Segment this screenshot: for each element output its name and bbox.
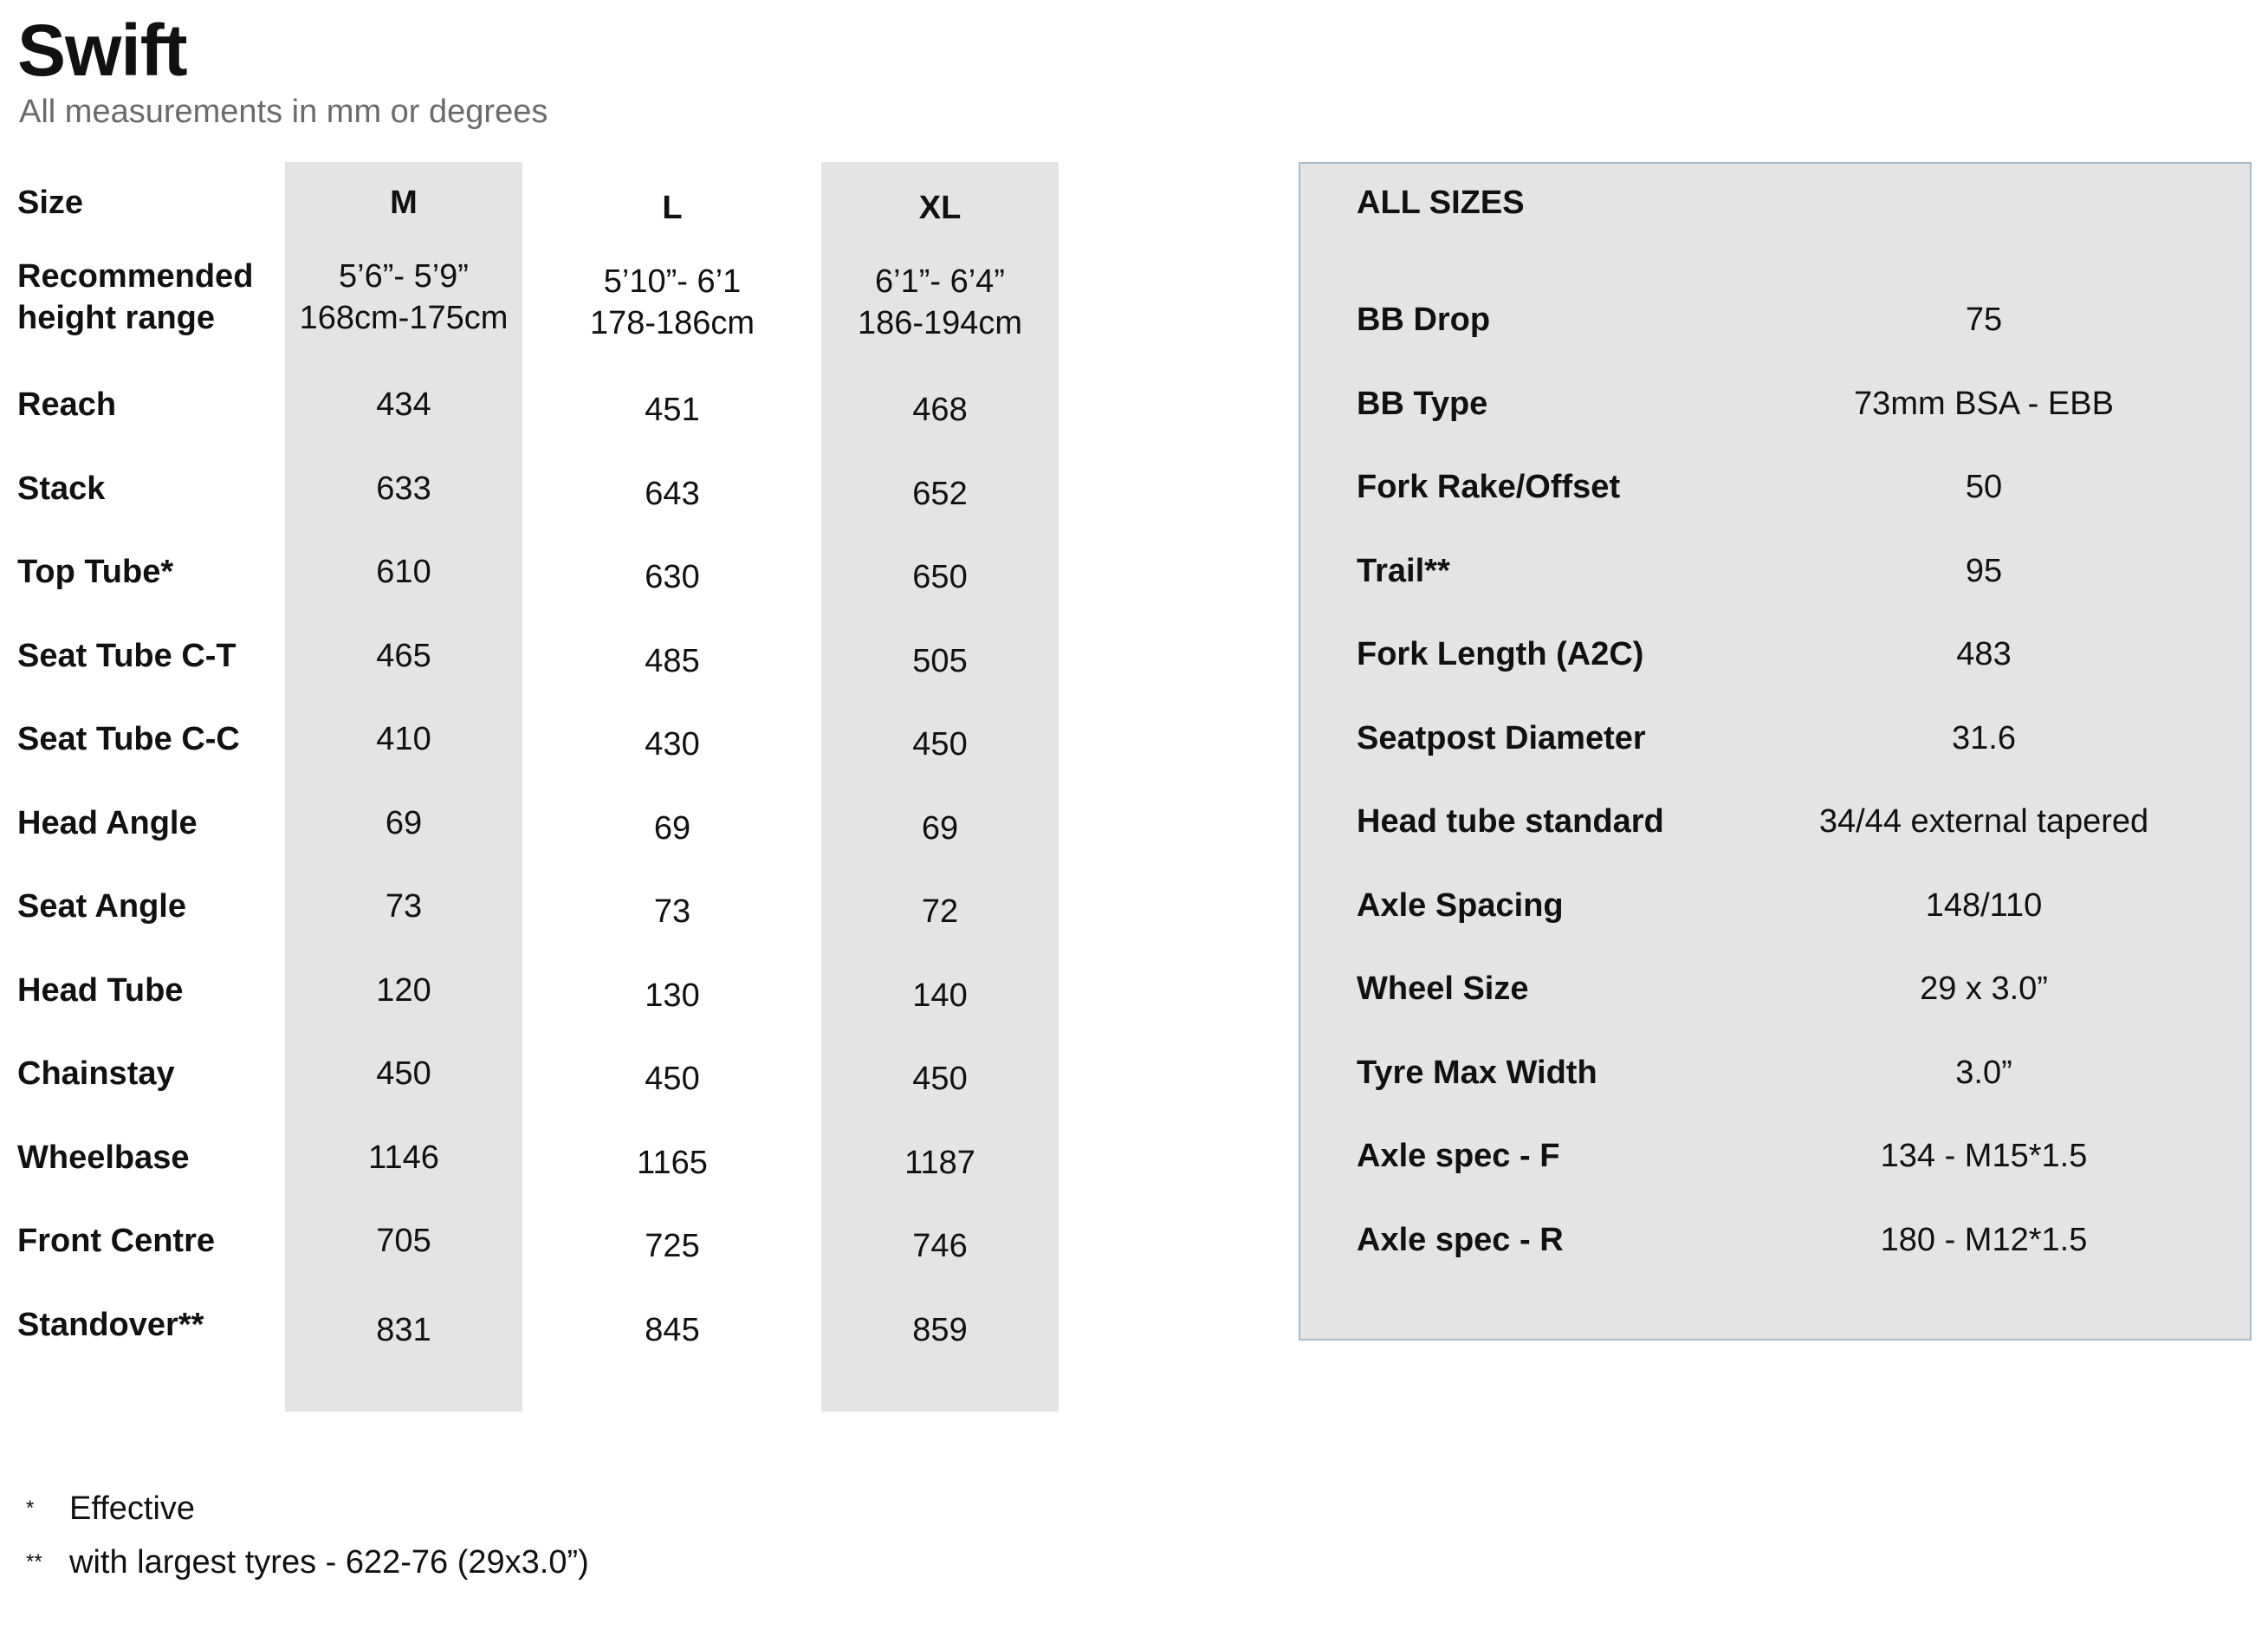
geometry-label-front-centre: Front Centre: [17, 1223, 215, 1259]
footnote-effective: Effective: [69, 1490, 196, 1527]
all-sizes-label-axle-spec-f: Axle spec - F: [1357, 1138, 1560, 1174]
geometry-value-stack-m: 633: [376, 471, 431, 507]
all-sizes-value-fork-rake: 50: [1965, 469, 2003, 505]
geometry-label-head-angle: Head Angle: [17, 805, 198, 841]
geometry-value-front-centre-m: 705: [376, 1223, 431, 1259]
all-sizes-label-trail: Trail**: [1357, 553, 1450, 589]
all-sizes-value-trail: 95: [1965, 553, 2003, 589]
geometry-value-seat-tube-ct-l: 485: [645, 643, 700, 679]
all-sizes-value-seatpost-diameter: 31.6: [1952, 720, 2016, 756]
geometry-value-wheelbase-xl: 1187: [904, 1145, 975, 1181]
all-sizes-value-tyre-max-width: 3.0”: [1955, 1055, 2012, 1091]
geometry-label-wheelbase: Wheelbase: [17, 1139, 190, 1176]
geometry-value-standover-xl: 859: [912, 1312, 968, 1348]
height-range-label-line1: Recommended: [17, 258, 254, 295]
geometry-value-seat-tube-cc-m: 410: [376, 721, 431, 757]
geometry-value-reach-m: 434: [376, 386, 431, 423]
geometry-value-seat-angle-m: 73: [385, 888, 423, 925]
height-range-xl: [821, 261, 1059, 344]
geometry-value-top-tube-m: 610: [376, 554, 431, 590]
geometry-value-standover-m: 831: [376, 1312, 431, 1348]
size-header-m: M: [390, 185, 418, 221]
geometry-value-stack-xl: 652: [912, 476, 968, 512]
geometry-value-seat-angle-xl: 72: [921, 893, 959, 930]
geometry-label-seat-tube-cc: Seat Tube C-C: [17, 721, 240, 757]
height-range-label-line2: height range: [17, 300, 216, 336]
geometry-label-top-tube: Top Tube*: [17, 554, 174, 590]
all-sizes-value-wheel-size: 29 x 3.0”: [1920, 971, 2048, 1007]
geometry-label-standover: Standover**: [17, 1307, 204, 1343]
geometry-value-head-tube-l: 130: [645, 977, 700, 1014]
geometry-value-stack-l: 643: [645, 476, 700, 512]
geometry-value-seat-tube-cc-xl: 450: [912, 726, 968, 763]
height-range-m-imperial: 5’6”- 5’9”: [339, 258, 469, 295]
height-range-l: [554, 261, 791, 344]
height-range-xl-metric: 186-194cm: [857, 305, 1023, 341]
geometry-value-head-angle-xl: 69: [921, 810, 959, 847]
geometry-value-wheelbase-m: 1146: [368, 1139, 439, 1176]
geometry-value-head-tube-m: 120: [376, 972, 431, 1009]
geometry-value-reach-l: 451: [645, 392, 700, 428]
size-row-label: Size: [17, 185, 84, 221]
geometry-label-seat-tube-ct: Seat Tube C-T: [17, 638, 237, 674]
geometry-label-head-tube: Head Tube: [17, 972, 184, 1009]
geometry-value-seat-angle-l: 73: [653, 893, 691, 930]
height-range-l-imperial: 5’10”- 6’1: [603, 263, 742, 300]
height-range-l-metric: 178-186cm: [589, 305, 755, 341]
geometry-value-wheelbase-l: 1165: [637, 1145, 708, 1181]
all-sizes-label-bb-type: BB Type: [1357, 386, 1488, 422]
all-sizes-value-axle-spec-r: 180 - M12*1.5: [1880, 1222, 2088, 1258]
height-range-label: [17, 256, 277, 339]
height-range-m-metric: 168cm-175cm: [299, 300, 509, 336]
all-sizes-value-axle-spacing: 148/110: [1925, 887, 2043, 924]
geometry-label-stack: Stack: [17, 471, 106, 507]
geometry-value-top-tube-l: 630: [645, 559, 700, 595]
size-header-xl: XL: [918, 190, 962, 226]
geometry-label-reach: Reach: [17, 386, 117, 423]
geometry-value-front-centre-l: 725: [645, 1228, 700, 1264]
geometry-value-chainstay-xl: 450: [912, 1061, 968, 1097]
all-sizes-label-axle-spacing: Axle Spacing: [1357, 887, 1564, 924]
size-xl-column-shading: [821, 162, 1059, 1412]
all-sizes-label-head-tube-standard: Head tube standard: [1357, 803, 1664, 840]
geometry-value-reach-xl: 468: [912, 392, 968, 428]
footnote-mark-double: **: [26, 1550, 42, 1574]
geometry-label-chainstay: Chainstay: [17, 1055, 175, 1092]
geometry-value-top-tube-xl: 650: [912, 559, 968, 595]
geometry-value-seat-tube-cc-l: 430: [645, 726, 700, 763]
all-sizes-label-fork-length: Fork Length (A2C): [1357, 636, 1644, 672]
footnote-largest-tyres: with largest tyres - 622-76 (29x3.0”): [69, 1544, 589, 1581]
geometry-value-front-centre-xl: 746: [912, 1228, 968, 1264]
all-sizes-label-axle-spec-r: Axle spec - R: [1357, 1222, 1564, 1258]
all-sizes-label-tyre-max-width: Tyre Max Width: [1357, 1055, 1597, 1091]
geometry-value-head-tube-xl: 140: [912, 977, 968, 1014]
geometry-value-head-angle-m: 69: [385, 805, 423, 841]
all-sizes-value-head-tube-standard: 34/44 external tapered: [1818, 803, 2149, 840]
all-sizes-value-bb-type: 73mm BSA - EBB: [1854, 386, 2114, 422]
all-sizes-value-axle-spec-f: 134 - M15*1.5: [1880, 1138, 2088, 1174]
geometry-value-chainstay-m: 450: [376, 1055, 431, 1092]
all-sizes-label-fork-rake: Fork Rake/Offset: [1357, 469, 1621, 505]
page-title: Swift: [17, 10, 187, 91]
all-sizes-label-wheel-size: Wheel Size: [1357, 971, 1529, 1007]
all-sizes-value-fork-length: 483: [1956, 636, 2012, 672]
all-sizes-value-bb-drop: 75: [1965, 302, 2003, 338]
all-sizes-label-bb-drop: BB Drop: [1357, 302, 1491, 338]
height-range-xl-imperial: 6’1”- 6’4”: [875, 263, 1005, 300]
footnote-mark-single: *: [26, 1496, 35, 1520]
all-sizes-label-seatpost-diameter: Seatpost Diameter: [1357, 720, 1646, 756]
geometry-value-seat-tube-ct-m: 465: [376, 638, 431, 674]
geometry-value-chainstay-l: 450: [645, 1061, 700, 1097]
geometry-value-standover-l: 845: [645, 1312, 700, 1348]
height-range-m: [285, 256, 522, 339]
geometry-value-head-angle-l: 69: [653, 810, 691, 847]
page-subtitle: All measurements in mm or degrees: [19, 94, 548, 130]
all-sizes-title: ALL SIZES: [1357, 185, 1525, 221]
geometry-label-seat-angle: Seat Angle: [17, 888, 186, 925]
size-header-l: L: [662, 190, 683, 226]
geometry-value-seat-tube-ct-xl: 505: [912, 643, 968, 679]
